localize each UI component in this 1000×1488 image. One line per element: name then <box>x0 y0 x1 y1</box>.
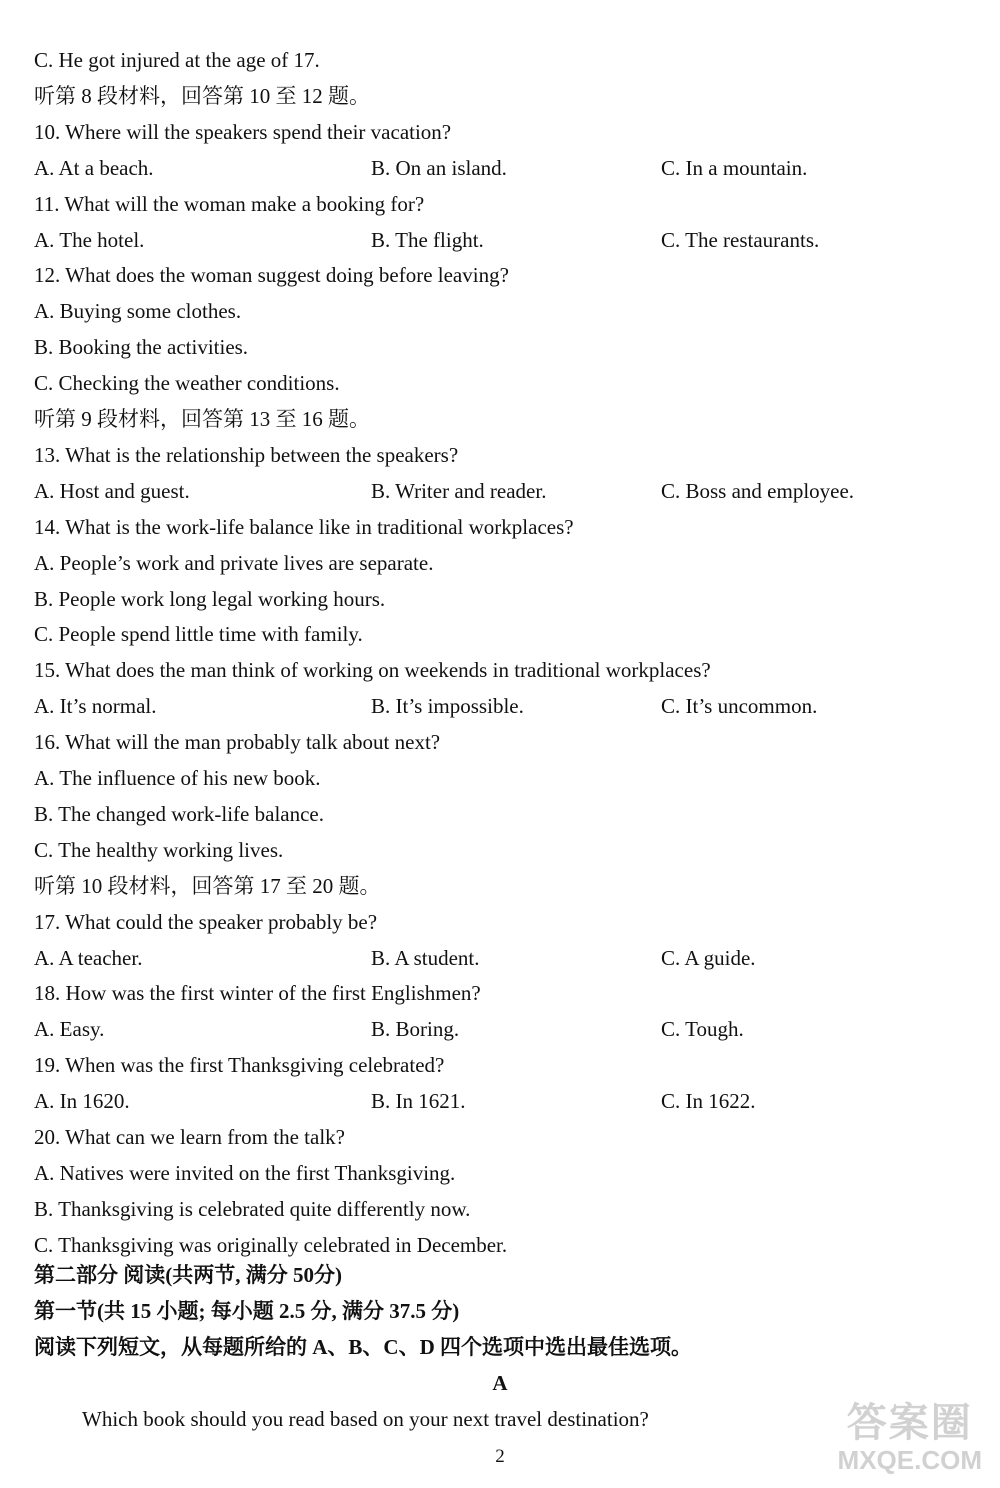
text-line: 11. What will the woman make a booking for? <box>34 191 425 216</box>
text-line: 听第 8 段材料，回答第 10 至 12 题。 <box>34 83 370 108</box>
option-a: A. At a beach. <box>34 155 154 180</box>
option-b: B. Writer and reader. <box>371 478 547 503</box>
option-b: B. A student. <box>371 945 480 970</box>
option-a: A. A teacher. <box>34 945 143 970</box>
text-line: 19. When was the first Thanksgiving celebrated? <box>34 1053 445 1078</box>
page-number: 2 <box>495 1446 505 1467</box>
text-line: C. People spend little time with family. <box>34 622 363 647</box>
option-c: C. Tough. <box>661 1017 744 1042</box>
option-c: C. Boss and employee. <box>661 478 855 503</box>
reading-instruction: 阅读下列短文，从每题所给的 A、B、C、D 四个选项中选出最佳选项。 <box>34 1335 693 1359</box>
text-line: B. People work long legal working hours. <box>34 586 386 611</box>
text-line: 16. What will the man probably talk about next? <box>34 730 441 755</box>
option-c: C. In 1622. <box>661 1089 756 1114</box>
text-line: A. Natives were invited on the first Thanksgiving. <box>34 1160 456 1185</box>
text-line: 10. Where will the speakers spend their vacation? <box>34 119 452 144</box>
option-b: B. The flight. <box>371 227 484 252</box>
text-line: 17. What could the speaker probably be? <box>34 909 378 934</box>
watermark-top: 答案圈 <box>846 1401 973 1445</box>
part-title: 第二部分 阅读(共两节, 满分 50分) <box>34 1263 342 1287</box>
text-line: C. The healthy working lives. <box>34 837 284 862</box>
text-line: C. He got injured at the age of 17. <box>34 48 320 72</box>
subsection-title: 第一节(共 15 小题; 每小题 2.5 分, 满分 37.5 分) <box>34 1299 460 1323</box>
text-line: B. The changed work-life balance. <box>34 801 324 826</box>
text-line: B. Thanksgiving is celebrated quite differently now. <box>34 1196 471 1221</box>
text-line: C. Checking the weather conditions. <box>34 371 340 396</box>
option-c: C. It’s uncommon. <box>661 694 818 719</box>
text-line: A. People’s work and private lives are separate. <box>34 550 434 575</box>
option-c: C. In a mountain. <box>661 155 808 180</box>
option-a: A. Host and guest. <box>34 478 190 503</box>
option-b: B. It’s impossible. <box>371 694 524 719</box>
option-a: A. The hotel. <box>34 227 145 252</box>
text-line: B. Booking the activities. <box>34 335 249 360</box>
text-line: 14. What is the work-life balance like in traditional workplaces? <box>34 514 574 539</box>
text-line: 18. How was the first winter of the first Englishmen? <box>34 981 481 1006</box>
text-line: A. The influence of his new book. <box>34 766 321 790</box>
text-line: A. Buying some clothes. <box>34 299 242 324</box>
text-line: C. Thanksgiving was originally celebrated in December. <box>34 1232 508 1257</box>
option-c: C. The restaurants. <box>661 227 820 252</box>
watermark-bottom: MXQE.COM <box>837 1445 982 1475</box>
option-a: A. Easy. <box>34 1017 105 1042</box>
text-line: 12. What does the woman suggest doing before leaving? <box>34 263 509 288</box>
text-line: 听第 10 段材料，回答第 17 至 20 题。 <box>34 873 381 898</box>
text-line: 15. What does the man think of working on weekends in traditional workplaces? <box>34 658 711 683</box>
watermark-logo <box>838 1400 982 1474</box>
option-c: C. A guide. <box>661 945 756 970</box>
option-b: B. Boring. <box>371 1017 460 1042</box>
text-line: 20. What can we learn from the talk? <box>34 1125 345 1149</box>
option-a: A. In 1620. <box>34 1089 130 1114</box>
passage-first-line: Which book should you read based on your next travel destination? <box>82 1407 649 1431</box>
text-line: 13. What is the relationship between the speakers? <box>34 442 459 467</box>
option-b: B. On an island. <box>371 155 507 180</box>
option-a: A. It’s normal. <box>34 694 157 719</box>
text-line: 听第 9 段材料，回答第 13 至 16 题。 <box>34 407 370 431</box>
passage-label: A <box>492 1371 508 1395</box>
option-b: B. In 1621. <box>371 1089 466 1114</box>
